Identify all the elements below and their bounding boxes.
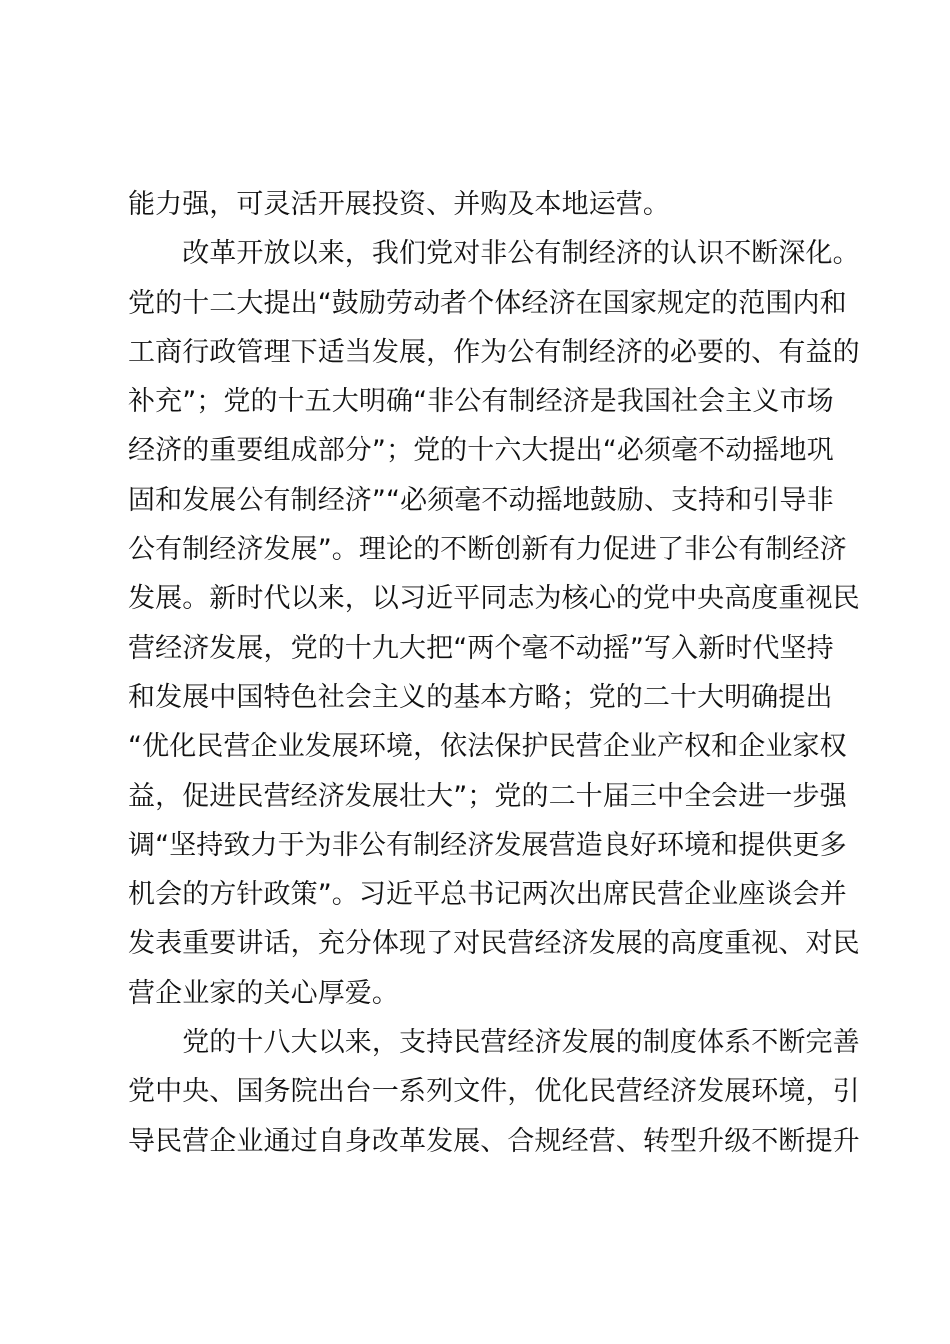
text-line: 党的十二大提出“鼓励劳动者个体经济在国家规定的范围内和 [128,287,847,319]
text-line: 营经济发展，党的十九大把“两个毫不动摇”写入新时代坚持 [128,632,834,664]
text-line: 能力强，可灵活开展投资、并购及本地运营。 [128,189,670,220]
body-text [128,180,860,1166]
text-line: “优化民营企业发展环境，依法保护民营企业产权和企业家权 [128,731,847,763]
text-line: 发表重要讲话，充分体现了对民营经济发展的高度重视、对民 [128,928,860,960]
text-line: 工商行政管理下适当发展，作为公有制经济的必要的、有益的 [128,336,860,368]
text-line: 党中央、国务院出台一系列文件，优化民营经济发展环境，引 [128,1076,860,1108]
text-line: 益，促进民营经济发展壮大”；党的二十届三中全会进一步强 [128,780,847,812]
text-line: 营企业家的关心厚爱。 [128,977,399,1009]
text-line: 调“坚持致力于为非公有制经济发展营造良好环境和提供更多 [128,829,847,861]
text-line: 导民营企业通过自身改革发展、合规经营、转型升级不断提升 [128,1125,860,1157]
text-line: 公有制经济发展”。理论的不断创新有力促进了非公有制经济 [128,534,847,566]
text-line: 和发展中国特色社会主义的基本方略；党的二十大明确提出 [128,681,833,713]
text-line: 经济的重要组成部分”；党的十六大提出“必须毫不动摇地巩 [128,435,834,467]
text-line: 机会的方针政策”。习近平总书记两次出席民营企业座谈会并 [128,879,847,911]
text-line: 固和发展公有制经济”“必须毫不动摇地鼓励、支持和引导非 [128,484,834,516]
text-line: 改革开放以来，我们党对非公有制经济的认识不断深化。 [128,238,860,270]
text-line: 发展。新时代以来，以习近平同志为核心的党中央高度重视民 [128,583,860,615]
text-line: 补充”；党的十五大明确“非公有制经济是我国社会主义市场 [128,386,834,418]
text-line: 党的十八大以来，支持民营经济发展的制度体系不断完善 [128,1027,860,1059]
